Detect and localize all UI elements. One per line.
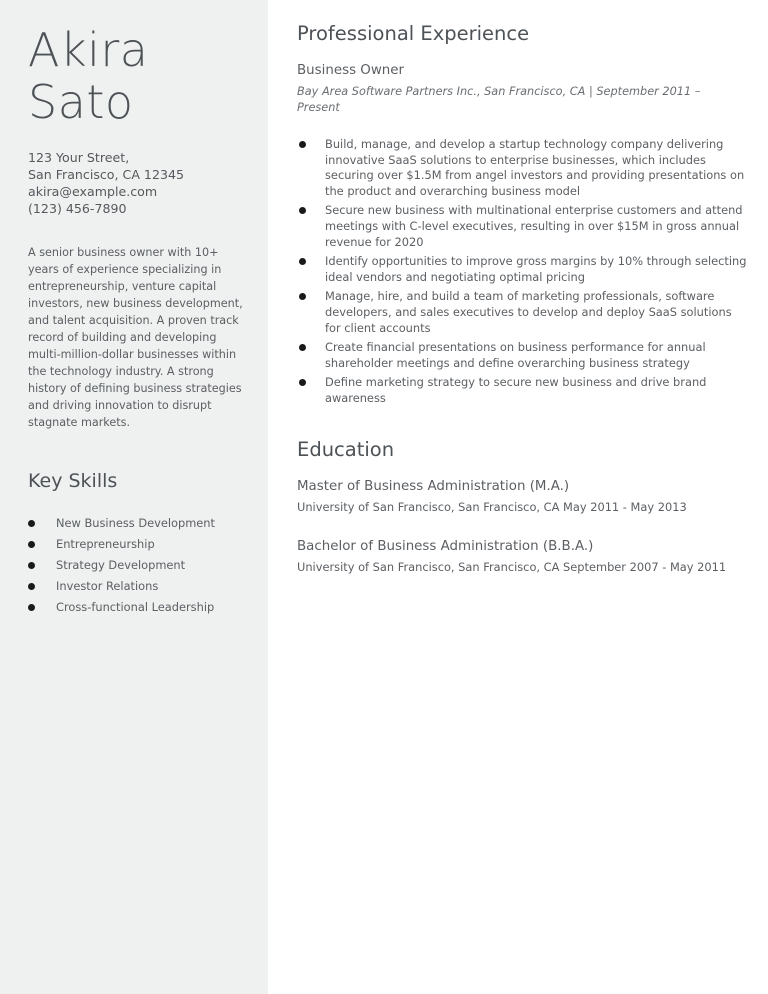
bullet-icon	[28, 541, 35, 548]
responsibility-item	[297, 137, 747, 199]
bullet-icon	[28, 583, 35, 590]
responsibility-text: Manage, hire, and build a team of marketing professionals, software developers, and sales executives to develop and deploy SaaS solutions for client accounts	[325, 289, 732, 335]
responsibility-text: Secure new business with multinational enterprise customers and attend meetings with C-level executives, resulting in over $15M in gross annual revenue for 2020	[325, 203, 743, 249]
degree-title: Master of Business Administration (M.A.)	[297, 479, 570, 494]
skill-item	[28, 513, 215, 534]
contact-info	[28, 149, 184, 217]
responsibility-item	[297, 254, 747, 285]
bullet-icon	[299, 379, 306, 386]
bullet-icon	[299, 293, 306, 300]
job-title: Business Owner	[297, 63, 405, 78]
skills-list	[28, 513, 215, 618]
last-name: Sato	[28, 75, 134, 129]
first-name: Akira	[28, 23, 149, 77]
skill-label: Cross-functional Leadership	[56, 600, 215, 614]
degree-school: University of San Francisco, San Francisco, CA September 2007 - May 2011	[297, 560, 727, 574]
contact-email: akira@example.com	[28, 184, 158, 199]
contact-phone: (123) 456-7890	[28, 201, 127, 216]
professional-summary: A senior business owner with 10+ years of experience specializing in entrepreneurship, venture capital investors, new business development, and talent acquisition. A proven track record of building and developing multi-million-dollar businesses within the technology industry. A strong history of defining business strategies and driving innovation to disrupt stagnate markets.	[28, 246, 243, 429]
sidebar	[0, 0, 268, 994]
education-heading: Education	[297, 438, 395, 461]
bullet-icon	[299, 344, 306, 351]
bullet-icon	[28, 520, 35, 527]
responsibility-item	[297, 203, 747, 250]
contact-city: San Francisco, CA 12345	[28, 167, 184, 182]
responsibility-text: Build, manage, and develop a startup technology company delivering innovative SaaS solutions to enterprise businesses, which includes securing over $1.5M from angel investors and providing presentations on the product and overarching business model	[325, 137, 745, 198]
person-name	[28, 24, 149, 128]
skill-item	[28, 555, 215, 576]
bullet-icon	[28, 604, 35, 611]
responsibility-text: Define marketing strategy to secure new business and drive brand awareness	[325, 375, 707, 405]
skills-heading: Key Skills	[28, 470, 118, 492]
skill-item	[28, 597, 215, 618]
bullet-icon	[299, 141, 306, 148]
skill-label: Strategy Development	[56, 558, 186, 572]
experience-heading: Professional Experience	[297, 22, 530, 45]
degree-school: University of San Francisco, San Francisco, CA May 2011 - May 2013	[297, 500, 687, 514]
responsibility-item	[297, 289, 747, 336]
responsibility-text: Create financial presentations on business performance for annual shareholder meetings and define overarching business strategy	[325, 340, 706, 370]
skill-label: Investor Relations	[56, 579, 159, 593]
skill-item	[28, 576, 215, 597]
skill-label: Entrepreneurship	[56, 537, 155, 551]
responsibility-item	[297, 340, 747, 371]
degree-title: Bachelor of Business Administration (B.B.A.)	[297, 539, 594, 554]
bullet-icon	[28, 562, 35, 569]
bullet-icon	[299, 258, 306, 265]
responsibility-text: Identify opportunities to improve gross margins by 10% through selecting ideal vendors and negotiating optimal pricing	[325, 254, 747, 284]
job-responsibilities	[297, 137, 747, 411]
bullet-icon	[299, 207, 306, 214]
skill-item	[28, 534, 215, 555]
job-company-dates: Bay Area Software Partners Inc., San Francisco, CA | September 2011 – Present	[297, 85, 701, 114]
responsibility-item	[297, 375, 747, 406]
skill-label: New Business Development	[56, 516, 215, 530]
contact-street: 123 Your Street,	[28, 150, 130, 165]
